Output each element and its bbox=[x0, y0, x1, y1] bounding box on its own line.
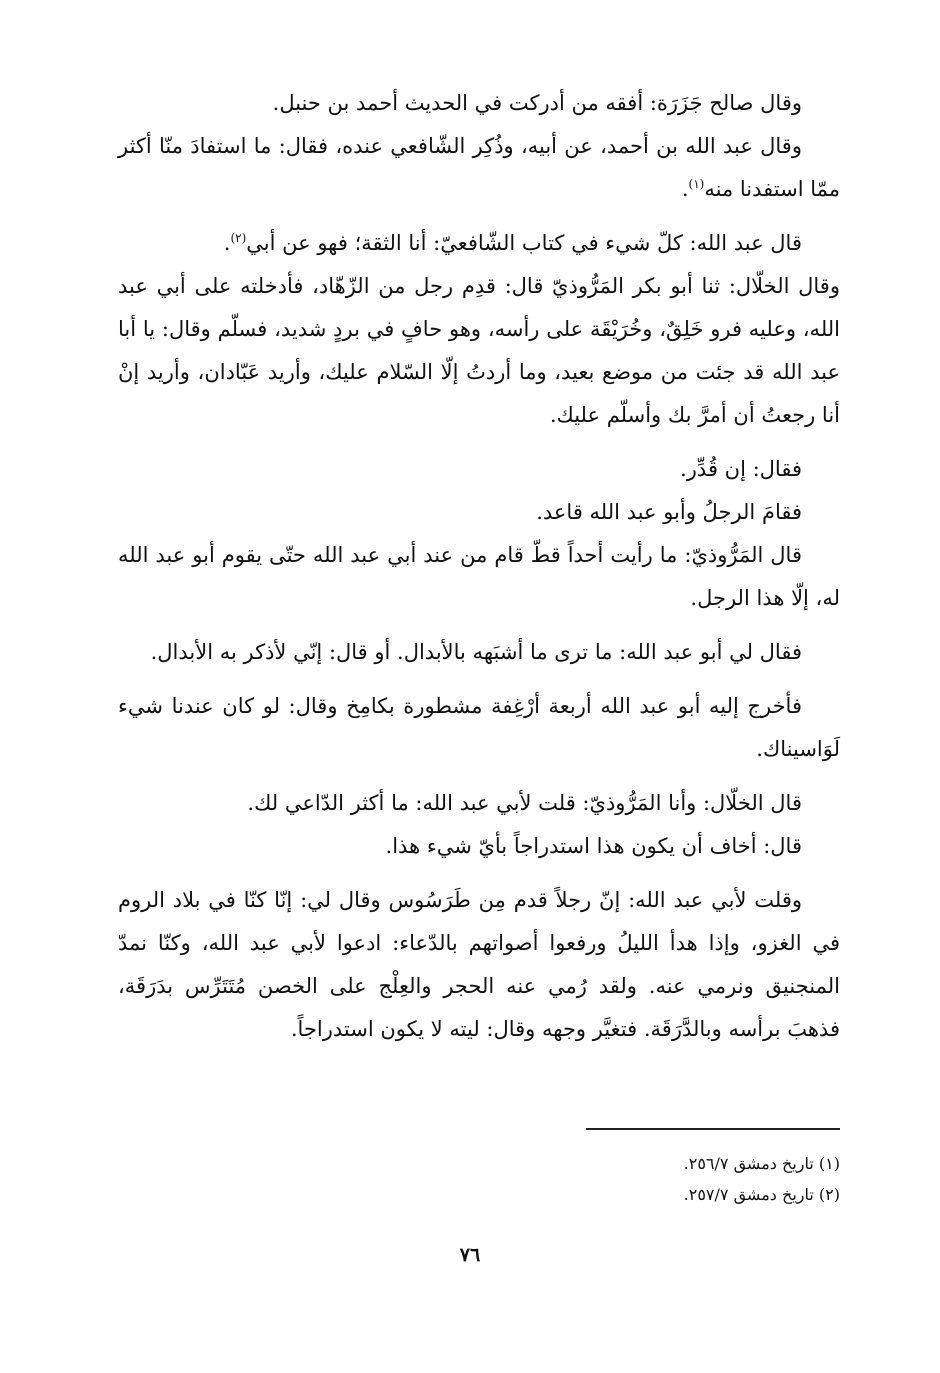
paragraph-3 bbox=[118, 222, 840, 265]
paragraph-4-text: وقال الخلّال: ثنا أبو بكر المَرُّوذيّ قال: قدِم رجل من الزّهّاد، فأدخلته على أبي عبد الله، وعليه فرو خَلِقٌ، وخُرَيْقَة على رأسه، وهو حافٍ في بردٍ شديد، فسلّم وقال: يا أبا عبد الله قد جئت من موضع بعيد، وما أردتُ إلّا السّلام عليك، وأريد عَبّادان، وأريد إنْ أنا رجعتُ أن أمرَّ بك وأسلّم عليك. bbox=[118, 274, 840, 427]
footnote-1: (١) تاريخ دمشق ٢٥٦/٧. bbox=[683, 1154, 840, 1173]
paragraph-8-text: فقال لي أبو عبد الله: ما ترى ما أشبَهه بالأبدال. أو قال: إنّي لأذكر به الأبدال. bbox=[150, 640, 802, 664]
page-number: ٧٦ bbox=[459, 1244, 481, 1266]
paragraph-5 bbox=[118, 448, 840, 491]
footnote-divider bbox=[586, 1128, 840, 1130]
paragraph-11 bbox=[118, 825, 840, 868]
paragraph-1-text: وقال صالح جَزَرَة: أفقه من أدركت في الحديث أحمد بن حنبل. bbox=[272, 91, 802, 115]
paragraph-9 bbox=[118, 685, 840, 771]
paragraph-6 bbox=[118, 491, 840, 534]
paragraph-7-text: قال المَرُّوذيّ: ما رأيت أحداً قطّ قام من عند أبي عبد الله حتّى يقوم أبو عبد الله له، إلّا هذا الرجل. bbox=[118, 543, 840, 610]
paragraph-12 bbox=[118, 879, 840, 1051]
paragraph-2-end: . bbox=[681, 177, 689, 201]
paragraph-9-text: فأخرج إليه أبو عبد الله أربعة أرْغِفة مشطورة بكامِخ وقال: لو كان عندنا شيء لَوَاسيناك. bbox=[118, 694, 840, 761]
paragraph-10-text: قال الخلّال: وأنا المَرُّوذيّ: قلت لأبي عبد الله: ما أكثر الدّاعي لك. bbox=[247, 791, 802, 815]
paragraph-7 bbox=[118, 534, 840, 620]
paragraph-11-text: قال: أخاف أن يكون هذا استدراجاً بأيّ شيء هذا. bbox=[385, 834, 802, 858]
paragraph-3-text: قال عبد الله: كلّ شيء في كتاب الشّافعيّ: أنا الثقة؛ فهو عن أبي bbox=[246, 231, 802, 255]
paragraph-4 bbox=[118, 265, 840, 437]
paragraph-12-text: وقلت لأبي عبد الله: إنّ رجلاً قدم مِن طَرَسُوس وقال لي: إنّا كنّا في بلاد الروم في الغزو، وإذا هدأ الليلُ ورفعوا أصواتهم بالدّعاء: ادعوا لأبي عبد الله، وكنّا نمدّ المنجنيق ونرمي عنه. ولقد رُمي عنه الحجر والعِلْج على الخصن مُتَتَرِّس بدَرَقَة، فذهبَ برأسه وبالدَّرَقَة. فتغيَّر وجهه وقال: ليته لا يكون استدراجاً. bbox=[118, 888, 840, 1041]
footnote-ref-2: (٢) bbox=[230, 231, 247, 245]
footnotes bbox=[300, 1148, 840, 1210]
paragraph-10 bbox=[118, 782, 840, 825]
paragraph-8 bbox=[118, 631, 840, 674]
footnote-2: (٢) تاريخ دمشق ٢٥٧/٧. bbox=[683, 1185, 840, 1204]
footnote-ref-1: (١) bbox=[688, 177, 705, 191]
paragraph-5-text: فقال: إن قُدِّر. bbox=[680, 457, 802, 481]
paragraph-2-text: وقال عبد الله بن أحمد، عن أبيه، وذُكِر الشّافعي عنده، فقال: ما استفادَ منّا أكثر ممّا استفدنا منه bbox=[118, 134, 840, 201]
paragraph-1 bbox=[118, 82, 840, 125]
paragraph-3-end: . bbox=[223, 231, 231, 255]
main-text bbox=[118, 82, 840, 1051]
paragraph-6-text: فقامَ الرجلُ وأبو عبد الله قاعد. bbox=[536, 500, 802, 524]
paragraph-2 bbox=[118, 125, 840, 211]
